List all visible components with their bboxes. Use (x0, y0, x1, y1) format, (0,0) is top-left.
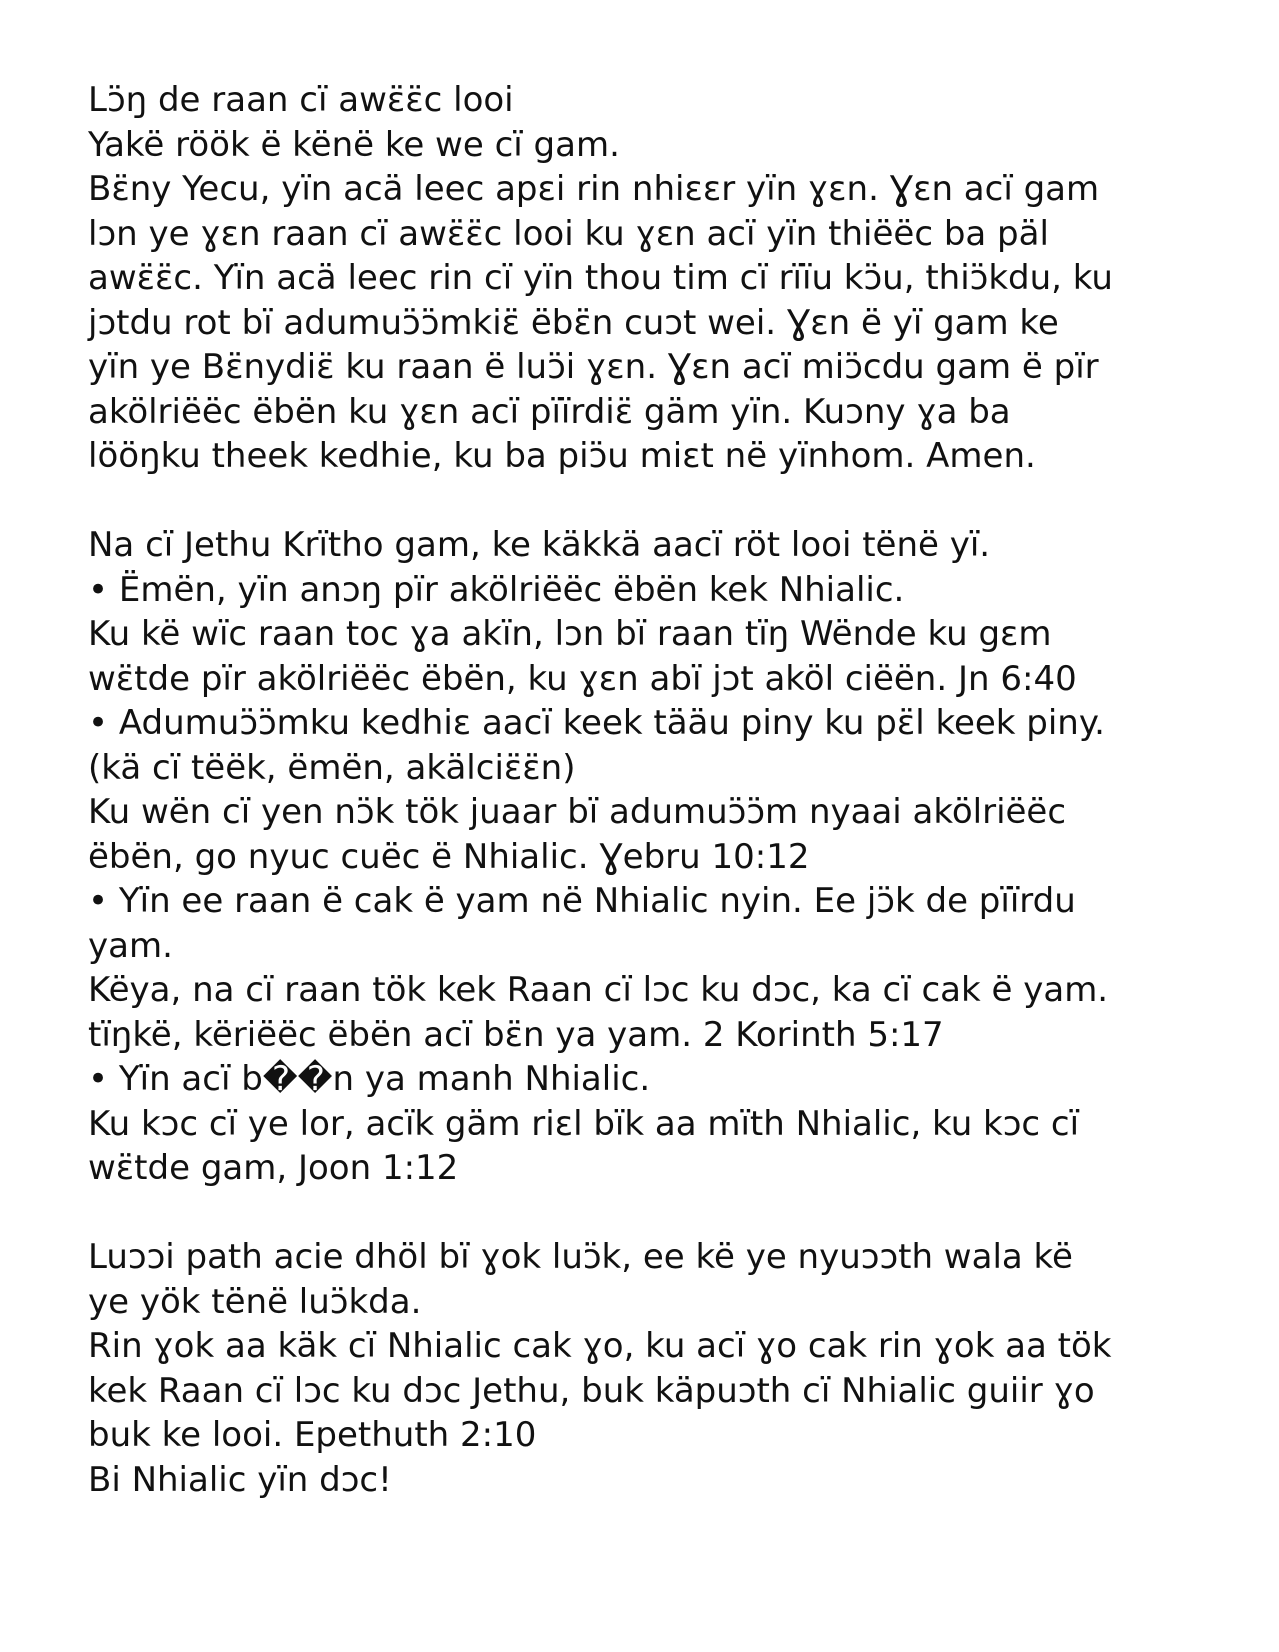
text-line: lööŋku theek kedhie, ku ba piɔ̈u miɛt në yïnhom. Amen. (88, 436, 1036, 476)
text-line: wɛ̈tde pïr akölriëëc ëbën, ku ɣɛn abï jɔt aköl ciëën. Jn 6:40 (88, 658, 1077, 699)
paragraph-gap (88, 479, 1198, 524)
text-line: Bɛ̈ny Yecu, yïn acä leec apɛi rin nhiɛɛr yïn ɣɛn. Ɣɛn acï gam (88, 169, 1100, 209)
text-line: tïŋkë, këriëëc ëbën acï bɛ̈n ya yam. 2 Korinth 5:17 (88, 1014, 944, 1055)
promises-paragraph (88, 523, 1198, 1191)
text-line: Yakë röök ë kënë ke we cï gam. (88, 124, 620, 165)
text-line: jɔtdu rot bï adumuɔ̈ɔ̈mkiɛ̈ ëbɛ̈n cuɔt wei. Ɣɛn ë yï gam ke (88, 302, 1059, 343)
text-line: Ku wën cï yen nɔ̈k tök juaar bï adumuɔ̈ɔ̈m nyaai akölriëëc (88, 792, 1067, 832)
text-line: yïn ye Bɛ̈nydiɛ̈ ku raan ë luɔ̈i ɣɛn. Ɣɛn acï miɔ̈cdu gam ë pïr (88, 347, 1099, 387)
bullet-line: • Yïn acï b��n ya manh Nhialic. (88, 1059, 651, 1099)
text-line: (kä cï tëëk, ëmën, akälciɛ̈ɛ̈n) (88, 747, 576, 788)
text-line: Rin ɣok aa käk cï Nhialic cak ɣo, ku acï ɣo cak rin ɣok aa tök (88, 1326, 1112, 1366)
document-page (88, 78, 1198, 1502)
bullet-line: • Adumuɔ̈ɔ̈mku kedhiɛ aacï keek tääu piny ku pɛ̈l keek piny. (88, 703, 1105, 743)
text-line: Lɔ̈ŋ de raan cï awɛ̈ɛ̈c looi (88, 80, 514, 120)
text-line: Këya, na cï raan tök kek Raan cï lɔc ku dɔc, ka cï cak ë yam. (88, 970, 1109, 1010)
text-line: awɛ̈ɛ̈c. Yïn acä leec rin cï yïn thou tim cï rïïu kɔ̈u, thiɔ̈kdu, ku (88, 258, 1113, 298)
text-line: ye yök tënë luɔ̈kda. (88, 1281, 422, 1322)
text-line: akölriëëc ëbën ku ɣɛn acï pïïrdiɛ̈ gäm yïn. Kuɔny ɣa ba (88, 391, 1011, 432)
text-line: Bi Nhialic yïn dɔc! (88, 1459, 392, 1500)
closing-paragraph (88, 1235, 1198, 1502)
text-line: lɔn ye ɣɛn raan cï awɛ̈ɛ̈c looi ku ɣɛn acï yïn thiëëc ba päl (88, 213, 1049, 254)
text-line: kek Raan cï lɔc ku dɔc Jethu, buk käpuɔth cï Nhialic guiir ɣo (88, 1370, 1095, 1411)
text-line: Ku kɔc cï ye lor, acïk gäm riɛl bïk aa mïth Nhialic, ku kɔc cï (88, 1103, 1080, 1144)
text-line: wɛ̈tde gam, Joon 1:12 (88, 1148, 459, 1188)
bullet-line: • Yïn ee raan ë cak ë yam në Nhialic nyin. Ee jɔ̈k de pïïrdu (88, 881, 1076, 921)
text-line: Luɔɔi path acie dhöl bï ɣok luɔ̈k, ee kë ye nyuɔɔth wala kë (88, 1237, 1073, 1277)
text-line: ëbën, go nyuc cuëc ë Nhialic. Ɣebru 10:12 (88, 836, 810, 877)
text-line: Na cï Jethu Krïtho gam, ke käkkä aacï röt looi tënë yï. (88, 525, 991, 565)
text-line: yam. (88, 925, 173, 966)
text-line: Ku kë wïc raan toc ɣa akïn, lɔn bï raan tïŋ Wënde ku gɛm (88, 614, 1052, 654)
prayer-paragraph (88, 78, 1198, 479)
bullet-line: • Ëmën, yïn anɔŋ pïr akölriëëc ëbën kek Nhialic. (88, 569, 905, 610)
paragraph-gap (88, 1191, 1198, 1236)
text-line: buk ke looi. Epethuth 2:10 (88, 1415, 537, 1455)
